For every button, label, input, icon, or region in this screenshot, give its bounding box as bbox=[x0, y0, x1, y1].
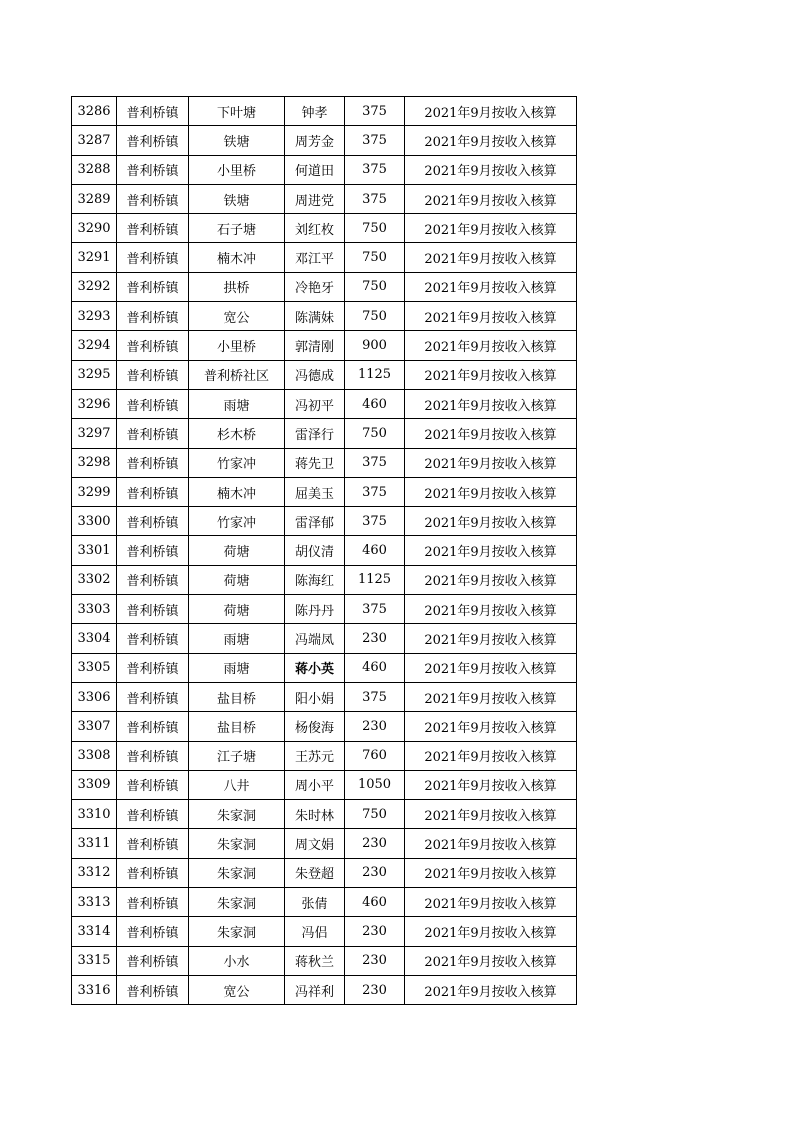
amount-cell: 375 bbox=[345, 477, 405, 506]
village-cell: 八井 bbox=[189, 770, 285, 799]
amount-cell: 230 bbox=[345, 712, 405, 741]
village-cell: 盐目桥 bbox=[189, 712, 285, 741]
row-id-cell: 3291 bbox=[72, 243, 117, 272]
name-cell: 陈丹丹 bbox=[285, 595, 345, 624]
town-cell: 普利桥镇 bbox=[117, 770, 189, 799]
town-cell: 普利桥镇 bbox=[117, 712, 189, 741]
town-cell: 普利桥镇 bbox=[117, 829, 189, 858]
name-cell: 周芳金 bbox=[285, 126, 345, 155]
note-cell: 2021年9月按收入核算 bbox=[405, 155, 577, 184]
name-cell: 钟孝 bbox=[285, 97, 345, 126]
note-cell: 2021年9月按收入核算 bbox=[405, 565, 577, 594]
table-row bbox=[72, 595, 577, 624]
note-cell: 2021年9月按收入核算 bbox=[405, 477, 577, 506]
village-cell: 朱家洞 bbox=[189, 888, 285, 917]
amount-cell: 375 bbox=[345, 448, 405, 477]
village-cell: 宽公 bbox=[189, 975, 285, 1004]
amount-cell: 375 bbox=[345, 126, 405, 155]
town-cell: 普利桥镇 bbox=[117, 126, 189, 155]
row-id-cell: 3308 bbox=[72, 741, 117, 770]
table-row bbox=[72, 419, 577, 448]
name-cell: 刘红枚 bbox=[285, 214, 345, 243]
village-cell: 朱家洞 bbox=[189, 829, 285, 858]
village-cell: 荷塘 bbox=[189, 595, 285, 624]
village-cell: 荷塘 bbox=[189, 536, 285, 565]
village-cell: 下叶塘 bbox=[189, 97, 285, 126]
town-cell: 普利桥镇 bbox=[117, 272, 189, 301]
note-cell: 2021年9月按收入核算 bbox=[405, 214, 577, 243]
data-table bbox=[71, 96, 577, 1005]
village-cell: 杉木桥 bbox=[189, 419, 285, 448]
row-id-cell: 3292 bbox=[72, 272, 117, 301]
amount-cell: 230 bbox=[345, 829, 405, 858]
name-cell: 阳小娟 bbox=[285, 682, 345, 711]
note-cell: 2021年9月按收入核算 bbox=[405, 624, 577, 653]
name-cell: 邓江平 bbox=[285, 243, 345, 272]
amount-cell: 1050 bbox=[345, 770, 405, 799]
amount-cell: 230 bbox=[345, 858, 405, 887]
row-id-cell: 3309 bbox=[72, 770, 117, 799]
row-id-cell: 3316 bbox=[72, 975, 117, 1004]
table-row bbox=[72, 389, 577, 418]
table-row bbox=[72, 302, 577, 331]
amount-cell: 750 bbox=[345, 419, 405, 448]
village-cell: 朱家洞 bbox=[189, 858, 285, 887]
row-id-cell: 3289 bbox=[72, 184, 117, 213]
row-id-cell: 3299 bbox=[72, 477, 117, 506]
name-cell: 张倩 bbox=[285, 888, 345, 917]
amount-cell: 375 bbox=[345, 184, 405, 213]
name-cell: 周进党 bbox=[285, 184, 345, 213]
table-row bbox=[72, 184, 577, 213]
amount-cell: 760 bbox=[345, 741, 405, 770]
town-cell: 普利桥镇 bbox=[117, 155, 189, 184]
row-id-cell: 3298 bbox=[72, 448, 117, 477]
name-cell: 雷泽郁 bbox=[285, 507, 345, 536]
table-row bbox=[72, 331, 577, 360]
note-cell: 2021年9月按收入核算 bbox=[405, 829, 577, 858]
name-cell: 冯侣 bbox=[285, 917, 345, 946]
note-cell: 2021年9月按收入核算 bbox=[405, 536, 577, 565]
note-cell: 2021年9月按收入核算 bbox=[405, 389, 577, 418]
town-cell: 普利桥镇 bbox=[117, 858, 189, 887]
row-id-cell: 3302 bbox=[72, 565, 117, 594]
row-id-cell: 3286 bbox=[72, 97, 117, 126]
row-id-cell: 3300 bbox=[72, 507, 117, 536]
town-cell: 普利桥镇 bbox=[117, 917, 189, 946]
table-row bbox=[72, 272, 577, 301]
amount-cell: 750 bbox=[345, 214, 405, 243]
row-id-cell: 3301 bbox=[72, 536, 117, 565]
table-row bbox=[72, 888, 577, 917]
town-cell: 普利桥镇 bbox=[117, 975, 189, 1004]
town-cell: 普利桥镇 bbox=[117, 331, 189, 360]
amount-cell: 460 bbox=[345, 389, 405, 418]
row-id-cell: 3315 bbox=[72, 946, 117, 975]
town-cell: 普利桥镇 bbox=[117, 243, 189, 272]
table-row bbox=[72, 917, 577, 946]
name-cell: 冯初平 bbox=[285, 389, 345, 418]
village-cell: 小里桥 bbox=[189, 155, 285, 184]
amount-cell: 375 bbox=[345, 682, 405, 711]
table-row bbox=[72, 97, 577, 126]
name-cell: 屈美玉 bbox=[285, 477, 345, 506]
name-cell: 胡仪清 bbox=[285, 536, 345, 565]
table-row bbox=[72, 800, 577, 829]
table-row bbox=[72, 565, 577, 594]
village-cell: 拱桥 bbox=[189, 272, 285, 301]
row-id-cell: 3304 bbox=[72, 624, 117, 653]
name-cell: 冯德成 bbox=[285, 360, 345, 389]
note-cell: 2021年9月按收入核算 bbox=[405, 888, 577, 917]
row-id-cell: 3293 bbox=[72, 302, 117, 331]
town-cell: 普利桥镇 bbox=[117, 448, 189, 477]
row-id-cell: 3294 bbox=[72, 331, 117, 360]
row-id-cell: 3311 bbox=[72, 829, 117, 858]
table-row bbox=[72, 712, 577, 741]
town-cell: 普利桥镇 bbox=[117, 595, 189, 624]
name-cell: 陈满妹 bbox=[285, 302, 345, 331]
name-cell: 朱登超 bbox=[285, 858, 345, 887]
row-id-cell: 3297 bbox=[72, 419, 117, 448]
note-cell: 2021年9月按收入核算 bbox=[405, 858, 577, 887]
table-row bbox=[72, 448, 577, 477]
row-id-cell: 3287 bbox=[72, 126, 117, 155]
table-row bbox=[72, 624, 577, 653]
note-cell: 2021年9月按收入核算 bbox=[405, 770, 577, 799]
village-cell: 雨塘 bbox=[189, 624, 285, 653]
row-id-cell: 3306 bbox=[72, 682, 117, 711]
amount-cell: 750 bbox=[345, 800, 405, 829]
table-row bbox=[72, 360, 577, 389]
table-row bbox=[72, 243, 577, 272]
table-row bbox=[72, 946, 577, 975]
town-cell: 普利桥镇 bbox=[117, 888, 189, 917]
village-cell: 普利桥社区 bbox=[189, 360, 285, 389]
note-cell: 2021年9月按收入核算 bbox=[405, 800, 577, 829]
name-cell: 何道田 bbox=[285, 155, 345, 184]
amount-cell: 230 bbox=[345, 946, 405, 975]
amount-cell: 230 bbox=[345, 624, 405, 653]
town-cell: 普利桥镇 bbox=[117, 507, 189, 536]
table-row bbox=[72, 477, 577, 506]
town-cell: 普利桥镇 bbox=[117, 741, 189, 770]
table-row bbox=[72, 829, 577, 858]
note-cell: 2021年9月按收入核算 bbox=[405, 653, 577, 682]
name-cell: 冯端凤 bbox=[285, 624, 345, 653]
amount-cell: 900 bbox=[345, 331, 405, 360]
note-cell: 2021年9月按收入核算 bbox=[405, 595, 577, 624]
table-row bbox=[72, 858, 577, 887]
town-cell: 普利桥镇 bbox=[117, 419, 189, 448]
amount-cell: 1125 bbox=[345, 360, 405, 389]
town-cell: 普利桥镇 bbox=[117, 97, 189, 126]
note-cell: 2021年9月按收入核算 bbox=[405, 272, 577, 301]
row-id-cell: 3312 bbox=[72, 858, 117, 887]
note-cell: 2021年9月按收入核算 bbox=[405, 946, 577, 975]
town-cell: 普利桥镇 bbox=[117, 536, 189, 565]
note-cell: 2021年9月按收入核算 bbox=[405, 507, 577, 536]
town-cell: 普利桥镇 bbox=[117, 800, 189, 829]
town-cell: 普利桥镇 bbox=[117, 214, 189, 243]
village-cell: 石子塘 bbox=[189, 214, 285, 243]
name-cell: 杨俊海 bbox=[285, 712, 345, 741]
town-cell: 普利桥镇 bbox=[117, 565, 189, 594]
table-row bbox=[72, 126, 577, 155]
town-cell: 普利桥镇 bbox=[117, 653, 189, 682]
name-cell: 周小平 bbox=[285, 770, 345, 799]
table-row bbox=[72, 536, 577, 565]
table-body bbox=[72, 97, 577, 1005]
amount-cell: 375 bbox=[345, 507, 405, 536]
note-cell: 2021年9月按收入核算 bbox=[405, 360, 577, 389]
table-row bbox=[72, 155, 577, 184]
name-cell: 蒋先卫 bbox=[285, 448, 345, 477]
row-id-cell: 3290 bbox=[72, 214, 117, 243]
amount-cell: 375 bbox=[345, 97, 405, 126]
name-cell: 蒋秋兰 bbox=[285, 946, 345, 975]
row-id-cell: 3307 bbox=[72, 712, 117, 741]
town-cell: 普利桥镇 bbox=[117, 184, 189, 213]
note-cell: 2021年9月按收入核算 bbox=[405, 184, 577, 213]
note-cell: 2021年9月按收入核算 bbox=[405, 126, 577, 155]
village-cell: 朱家洞 bbox=[189, 800, 285, 829]
row-id-cell: 3295 bbox=[72, 360, 117, 389]
village-cell: 雨塘 bbox=[189, 389, 285, 418]
village-cell: 荷塘 bbox=[189, 565, 285, 594]
note-cell: 2021年9月按收入核算 bbox=[405, 712, 577, 741]
note-cell: 2021年9月按收入核算 bbox=[405, 741, 577, 770]
name-cell: 郭清刚 bbox=[285, 331, 345, 360]
town-cell: 普利桥镇 bbox=[117, 477, 189, 506]
amount-cell: 460 bbox=[345, 888, 405, 917]
table-row bbox=[72, 770, 577, 799]
note-cell: 2021年9月按收入核算 bbox=[405, 243, 577, 272]
village-cell: 铁塘 bbox=[189, 184, 285, 213]
village-cell: 竹家冲 bbox=[189, 448, 285, 477]
row-id-cell: 3288 bbox=[72, 155, 117, 184]
note-cell: 2021年9月按收入核算 bbox=[405, 975, 577, 1004]
village-cell: 朱家洞 bbox=[189, 917, 285, 946]
amount-cell: 230 bbox=[345, 917, 405, 946]
note-cell: 2021年9月按收入核算 bbox=[405, 331, 577, 360]
town-cell: 普利桥镇 bbox=[117, 946, 189, 975]
name-cell: 冷艳牙 bbox=[285, 272, 345, 301]
village-cell: 小里桥 bbox=[189, 331, 285, 360]
table-row bbox=[72, 653, 577, 682]
table-row bbox=[72, 507, 577, 536]
amount-cell: 375 bbox=[345, 155, 405, 184]
village-cell: 小水 bbox=[189, 946, 285, 975]
table-row bbox=[72, 682, 577, 711]
amount-cell: 750 bbox=[345, 302, 405, 331]
note-cell: 2021年9月按收入核算 bbox=[405, 97, 577, 126]
table-row bbox=[72, 975, 577, 1004]
name-cell: 蒋小英 bbox=[285, 653, 345, 682]
amount-cell: 460 bbox=[345, 536, 405, 565]
amount-cell: 375 bbox=[345, 595, 405, 624]
table-row bbox=[72, 741, 577, 770]
village-cell: 铁塘 bbox=[189, 126, 285, 155]
row-id-cell: 3310 bbox=[72, 800, 117, 829]
name-cell: 周文娟 bbox=[285, 829, 345, 858]
town-cell: 普利桥镇 bbox=[117, 389, 189, 418]
amount-cell: 1125 bbox=[345, 565, 405, 594]
note-cell: 2021年9月按收入核算 bbox=[405, 302, 577, 331]
row-id-cell: 3313 bbox=[72, 888, 117, 917]
town-cell: 普利桥镇 bbox=[117, 302, 189, 331]
amount-cell: 750 bbox=[345, 243, 405, 272]
note-cell: 2021年9月按收入核算 bbox=[405, 917, 577, 946]
note-cell: 2021年9月按收入核算 bbox=[405, 419, 577, 448]
name-cell: 朱时林 bbox=[285, 800, 345, 829]
name-cell: 陈海红 bbox=[285, 565, 345, 594]
town-cell: 普利桥镇 bbox=[117, 360, 189, 389]
amount-cell: 230 bbox=[345, 975, 405, 1004]
amount-cell: 750 bbox=[345, 272, 405, 301]
row-id-cell: 3303 bbox=[72, 595, 117, 624]
name-cell: 雷泽行 bbox=[285, 419, 345, 448]
town-cell: 普利桥镇 bbox=[117, 682, 189, 711]
row-id-cell: 3314 bbox=[72, 917, 117, 946]
name-cell: 冯祥利 bbox=[285, 975, 345, 1004]
name-cell: 王苏元 bbox=[285, 741, 345, 770]
note-cell: 2021年9月按收入核算 bbox=[405, 448, 577, 477]
village-cell: 宽公 bbox=[189, 302, 285, 331]
village-cell: 竹家冲 bbox=[189, 507, 285, 536]
row-id-cell: 3305 bbox=[72, 653, 117, 682]
table-row bbox=[72, 214, 577, 243]
row-id-cell: 3296 bbox=[72, 389, 117, 418]
village-cell: 楠木冲 bbox=[189, 477, 285, 506]
village-cell: 江子塘 bbox=[189, 741, 285, 770]
town-cell: 普利桥镇 bbox=[117, 624, 189, 653]
note-cell: 2021年9月按收入核算 bbox=[405, 682, 577, 711]
amount-cell: 460 bbox=[345, 653, 405, 682]
village-cell: 盐目桥 bbox=[189, 682, 285, 711]
village-cell: 雨塘 bbox=[189, 653, 285, 682]
village-cell: 楠木冲 bbox=[189, 243, 285, 272]
